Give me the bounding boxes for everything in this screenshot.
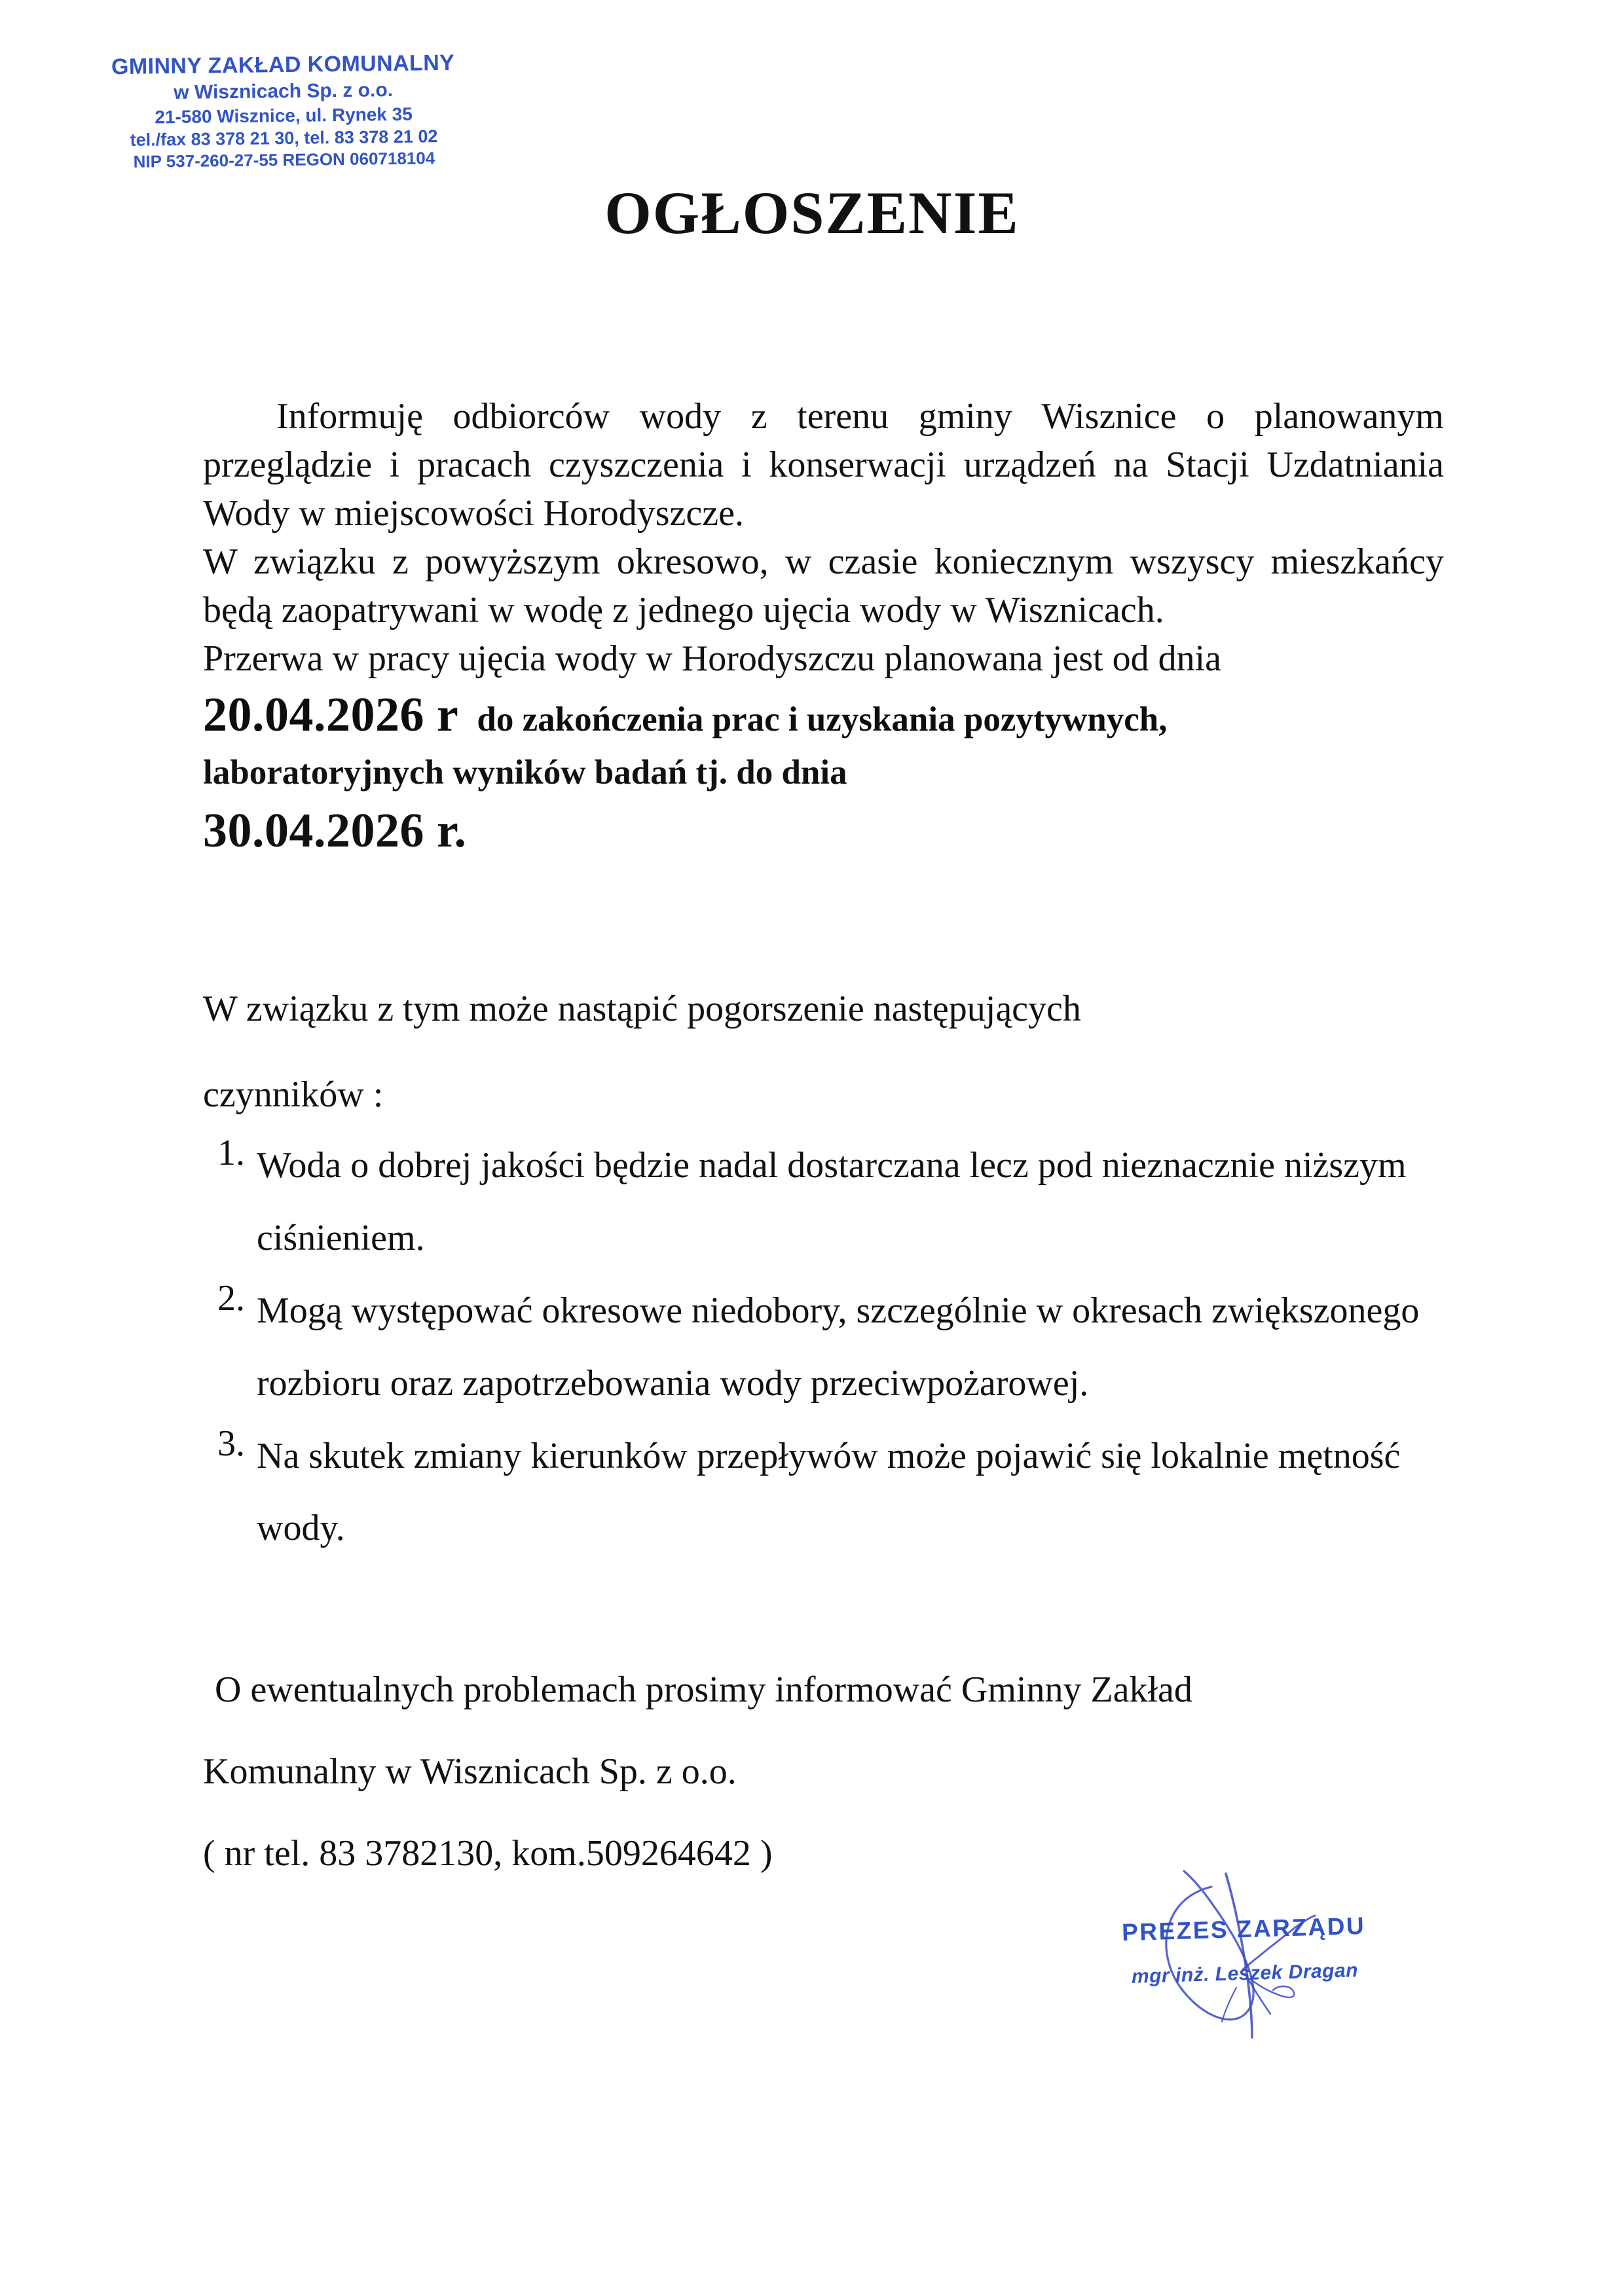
list-intro-line-1: W związku z tym może nastąpić pogorszenie następujących (203, 989, 1081, 1029)
list-item (203, 1275, 1447, 1420)
list-item (203, 1129, 1447, 1275)
announcement-body (203, 393, 1444, 860)
closing-line-1: O ewentualnych problemach prosimy informować Gminny Zakład (215, 1669, 1192, 1710)
stamp-address: 21-580 Wisznice, ul. Rynek 35 (155, 103, 413, 128)
outage-date-line (203, 683, 1444, 747)
signature-stamp (1073, 1911, 1416, 1990)
list-item-text: Mogą występować okresowe niedobory, szczególnie w okresach zwiększonego rozbioru oraz zapotrzebowania wody przeciwpożarowej. (257, 1290, 1420, 1404)
list-item-text: Woda o dobrej jakości będzie nadal dostarczana lecz pod nieznacznie niższym ciśnieniem. (257, 1145, 1407, 1258)
stamp-company-name: GMINNY ZAKŁAD KOMUNALNY (111, 50, 455, 80)
list-item-number: 1. (217, 1133, 245, 1173)
signature-block (1074, 1859, 1414, 2043)
outage-start-date-tail: do zakończenia prac i uzyskania pozytywnych, (477, 701, 1168, 739)
body-paragraph-3: Przerwa w pracy ujęcia wody w Horodyszczu planowana jest od dnia (203, 638, 1222, 679)
list-item-number: 2. (217, 1277, 245, 1319)
stamp-company-form: w Wisznicach Sp. z o.o. (174, 79, 394, 103)
list-item-text: Na skutek zmiany kierunków przepływów może pojawić się lokalnie mętność wody. (257, 1435, 1401, 1549)
outage-start-date: 20.04.2026 r (203, 688, 459, 742)
body-paragraph-2: W związku z powyższym okresowo, w czasie koniecznym wszyscy mieszkańcy będą zaopatrywani w wodę z jednego ujęcia wody w Wisznicach. (203, 541, 1444, 630)
company-stamp (77, 48, 490, 173)
signature-name: mgr inż. Leszek Dragan (1131, 1959, 1359, 1988)
page-title: OGŁOSZENIE (604, 179, 1020, 246)
stamp-identifiers: NIP 537-260-27-55 REGON 060718104 (133, 148, 435, 172)
outage-lab-results-line: laboratoryjnych wyników badań tj. do dnia (203, 753, 847, 792)
closing-contact-line: ( nr tel. 83 3782130, kom.509264642 ) (203, 1832, 773, 1874)
body-paragraph-1: Informuję odbiorców wody z terenu gminy Wisznice o planowanym przeglądzie i pracach czyszczenia i konserwacji urządzeń na Stacji Uzdatniania Wody w miejscowości Horodyszcze. (203, 396, 1444, 534)
outage-end-date: 30.04.2026 r. (203, 803, 467, 858)
list-intro-line-2: czynników : (203, 1074, 384, 1115)
list-item (203, 1420, 1447, 1565)
effects-list (203, 1129, 1447, 1565)
stamp-phones: tel./fax 83 378 21 30, tel. 83 378 21 02 (130, 126, 438, 150)
closing-line-2: Komunalny w Wisznicach Sp. z o.o. (203, 1751, 737, 1792)
signature-role: PREZES ZARZĄDU (1121, 1912, 1366, 1946)
list-item-number: 3. (217, 1423, 245, 1464)
